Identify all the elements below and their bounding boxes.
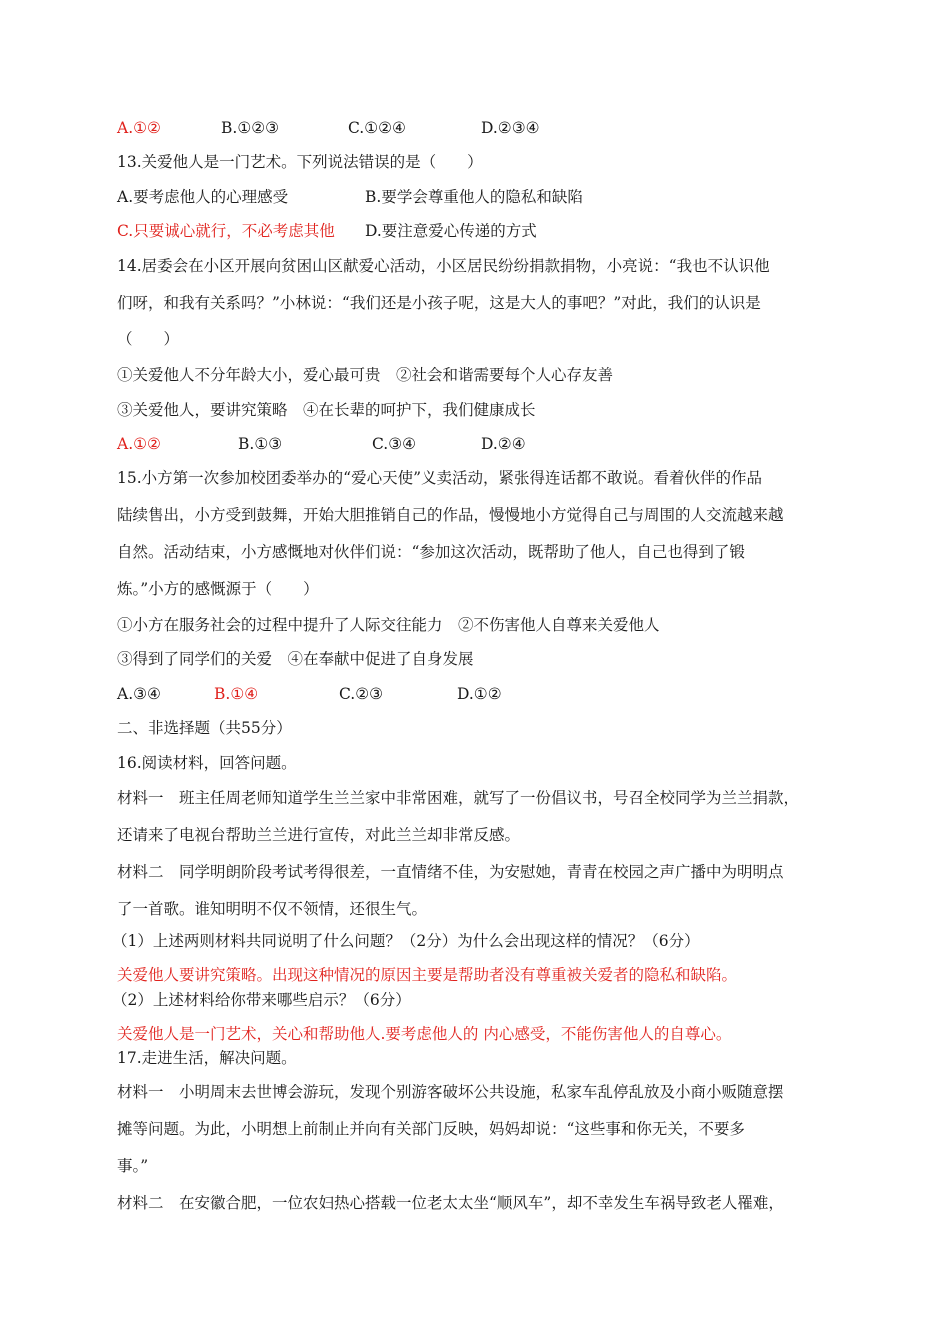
q16-material1-line2: 还请来了电视台帮助兰兰进行宣传，对此兰兰却非常反感。 [117,826,521,844]
q14-stem-line2: 们呀，和我有关系吗？”小林说：“我们还是小孩子呢，这是大人的事吧？”对此，我们的认识是 [117,294,761,312]
q12-option-b: B.①②③ [221,119,280,137]
q15-option-d: D.①② [457,685,502,703]
q13-stem: 13.关爱他人是一门艺术。下列说法错误的是（ ） [117,153,483,171]
q16-material2-line1: 材料二 同学明朗阶段考试考得很差，一直情绪不佳，为安慰她，青青在校园之声广播中为明明点 [117,863,784,881]
q16-subquestion-1: （1）上述两则材料共同说明了什么问题？（2分）为什么会出现这样的情况？（6分） [112,932,700,950]
q17-material1-line3: 事。” [117,1157,149,1175]
q12-option-d: D.②③④ [481,119,540,137]
q15-option-a: A.③④ [117,685,161,703]
q15-stem-line1: 15.小方第一次参加校团委举办的“爱心天使”义卖活动，紧张得连话都不敢说。看着伙伴的作品 [117,469,763,487]
q17-material1-line2: 摊等问题。为此，小明想上前制止并向有关部门反映，妈妈却说：“这些事和你无关，不要多 [117,1120,745,1138]
section-title: 二、非选择题（共55分） [117,719,292,737]
q14-stem-line1: 14.居委会在小区开展向贫困山区献爱心活动，小区居民纷纷捐款捐物，小亮说：“我也不认识他 [117,257,770,275]
q16-subquestion-2: （2）上述材料给你带来哪些启示？（6分） [112,991,411,1009]
q15-stem-line4: 炼。”小方的感慨源于（ ） [117,580,319,598]
q14-option-a: A.①② [117,435,161,453]
q15-item-1: ①小方在服务社会的过程中提升了人际交往能力 ②不伤害他人自尊来关爱他人 [117,616,660,634]
q12-option-a: A.①② [117,119,161,137]
q15-option-b: B.①④ [214,685,259,703]
q13-option-d: D.要注意爱心传递的方式 [365,222,537,240]
q12-option-c: C.①②④ [348,119,406,137]
q17-material1-line1: 材料一 小明周末去世博会游玩，发现个别游客破坏公共设施，私家车乱停乱放及小商小贩随意摆 [117,1083,784,1101]
q16-answer-1: 关爱他人要讲究策略。出现这种情况的原因主要是帮助者没有尊重被关爱者的隐私和缺陷。 [117,966,738,984]
q17-stem: 17.走进生活，解决问题。 [117,1049,297,1067]
q15-stem-line2: 陆续售出，小方受到鼓舞，开始大胆推销自己的作品，慢慢地小方觉得自己与周围的人交流越来越 [117,506,784,524]
q14-stem-line3: （ ） [117,330,180,348]
q14-option-d: D.②④ [481,435,526,453]
q14-item-2: ③关爱他人，要讲究策略 ④在长辈的呵护下，我们健康成长 [117,401,536,419]
q15-stem-line3: 自然。活动结束，小方感慨地对伙伴们说：“参加这次活动，既帮助了他人，自己也得到了锻 [117,543,745,561]
q15-option-c: C.②③ [339,685,384,703]
q14-option-c: C.③④ [372,435,417,453]
q16-stem: 16.阅读材料，回答问题。 [117,754,297,772]
q13-option-c: C.只要诚心就行，不必考虑其他 [117,222,335,240]
q15-item-2: ③得到了同学们的关爱 ④在奉献中促进了自身发展 [117,650,474,668]
q14-item-1: ①关爱他人不分年龄大小，爱心最可贵 ②社会和谐需要每个人心存友善 [117,366,614,384]
q16-material1-line1: 材料一 班主任周老师知道学生兰兰家中非常困难，就写了一份倡议书，号召全校同学为兰兰捐款， [117,789,800,807]
q13-option-a: A.要考虑他人的心理感受 [117,188,289,206]
q17-material2-line1: 材料二 在安徽合肥，一位农妇热心搭载一位老太太坐“顺风车”，却不幸发生车祸导致老人罹难， [117,1194,784,1212]
q13-option-b: B.要学会尊重他人的隐私和缺陷 [365,188,583,206]
q14-option-b: B.①③ [238,435,283,453]
q16-answer-2: 关爱他人是一门艺术，关心和帮助他人.要考虑他人的 内心感受，不能伤害他人的自尊心。 [117,1025,732,1043]
q16-material2-line2: 了一首歌。谁知明明不仅不领情，还很生气。 [117,900,428,918]
